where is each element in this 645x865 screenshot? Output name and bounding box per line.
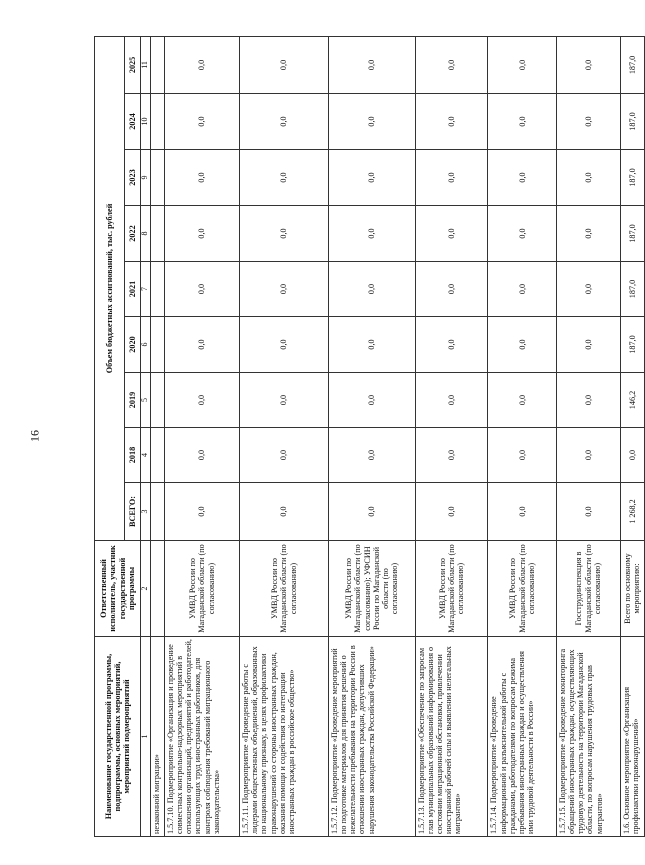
row-value-cell: 0,0 [164, 94, 239, 150]
row-value-cell: 0,0 [556, 262, 620, 317]
row-value-cell: 0,0 [488, 36, 556, 93]
row-value-cell: 0,0 [240, 428, 329, 483]
index-row [141, 36, 151, 836]
row-value-cell: 0,0 [240, 262, 329, 317]
index-cell: 7 [141, 262, 151, 317]
table-row [240, 36, 329, 836]
row-value-cell: 0,0 [328, 483, 415, 541]
header-total: ВСЕГО: [125, 483, 141, 541]
row-value-cell: 0,0 [556, 150, 620, 206]
row-value-cell: 0,0 [488, 262, 556, 317]
index-cell: 4 [141, 428, 151, 483]
row-value-cell: 187,0 [620, 262, 644, 317]
row-value-cell: 0,0 [164, 262, 239, 317]
index-cell: 1 [141, 637, 151, 837]
row-value-cell: 0,0 [488, 428, 556, 483]
row-executor-cell: Госструдинспекция в Магаданской области (по согласованию) [556, 541, 620, 637]
row-value-cell: 0,0 [328, 206, 415, 262]
row-name-cell: 1.5.7.12. Подмероприятие «Проведение мероприятий по подготовке материалов для принятия решений о нежелательности пребывания на территории России в отношении иностранных граждан, допустивших нарушения законодательства Российской Федерации» [328, 637, 415, 837]
header-executor: Ответственный исполнитель, участник государственной программы [95, 541, 141, 637]
row-value-cell: 0,0 [415, 206, 488, 262]
page-number: 16 [27, 430, 42, 442]
table-row [488, 36, 556, 836]
row-value-cell: 0,0 [488, 94, 556, 150]
row-name-cell: 1.6. Основное мероприятие «Организация профилактики правонарушений» [620, 637, 644, 837]
table-row [415, 36, 488, 836]
row-value-cell [151, 262, 165, 317]
row-value-cell: 0,0 [328, 36, 415, 93]
row-executor-cell: УМВД России по Магаданской области (по согласованию) [488, 541, 556, 637]
index-cell: 6 [141, 317, 151, 373]
row-value-cell: 0,0 [415, 428, 488, 483]
header-year: 2025 [125, 36, 141, 93]
row-value-cell: 187,0 [620, 150, 644, 206]
row-value-cell: 0,0 [164, 36, 239, 93]
row-name-cell: 1.5.7.11. Подмероприятие «Проведение работы с лидерами общественных объединений, образованных по национальному признаку, в целях профилактики правонарушений со стороны иностранных граждан, оказания помощи и содействия по интеграции иностранных граждан в российское общество» [240, 637, 329, 837]
row-value-cell: 0,0 [488, 373, 556, 428]
row-value-cell: 0,0 [556, 373, 620, 428]
row-value-cell: 0,0 [556, 36, 620, 93]
header-year: 2022 [125, 206, 141, 262]
row-value-cell: 0,0 [328, 373, 415, 428]
row-value-cell: 0,0 [556, 428, 620, 483]
header-name: Наименование государственной программы, подпрограммы, основных мероприятий, мероприятий подмероприятий [95, 637, 141, 837]
row-value-cell: 0,0 [488, 150, 556, 206]
row-value-cell: 187,0 [620, 206, 644, 262]
row-value-cell [151, 483, 165, 541]
row-executor-cell: УМВД России по Магаданской области (по согласованию) [240, 541, 329, 637]
row-value-cell: 0,0 [415, 317, 488, 373]
row-value-cell [151, 428, 165, 483]
row-value-cell: 0,0 [620, 428, 644, 483]
index-cell: 11 [141, 36, 151, 93]
row-value-cell [151, 317, 165, 373]
row-value-cell: 0,0 [240, 94, 329, 150]
row-value-cell: 0,0 [556, 483, 620, 541]
row-value-cell: 0,0 [488, 483, 556, 541]
row-executor-cell [151, 541, 165, 637]
row-value-cell: 0,0 [556, 317, 620, 373]
row-value-cell: 0,0 [240, 150, 329, 206]
table-row [620, 36, 644, 836]
row-value-cell: 0,0 [415, 373, 488, 428]
row-value-cell: 0,0 [328, 428, 415, 483]
row-value-cell: 0,0 [328, 94, 415, 150]
index-cell: 3 [141, 483, 151, 541]
row-name-cell: 1.5.7.10. Подмероприятие «Организация и проведение совместных контрольно-надзорных мероприятий в отношении организаций, предприятий и работодателей, использующих труд иностранных работников, для контроля соблюдения требований миграционного законодательства» [164, 637, 239, 837]
index-cell: 10 [141, 94, 151, 150]
header-year: 2018 [125, 428, 141, 483]
row-value-cell: 146,2 [620, 373, 644, 428]
rotated-table-container [94, 37, 645, 837]
row-value-cell [151, 94, 165, 150]
row-value-cell: 0,0 [164, 483, 239, 541]
row-value-cell: 187,0 [620, 36, 644, 93]
row-value-cell: 0,0 [415, 150, 488, 206]
row-name-cell: незаконной миграции» [151, 637, 165, 837]
row-executor-cell: Всего по основному мероприятию: [620, 541, 644, 637]
table-row [556, 36, 620, 836]
row-value-cell: 0,0 [556, 94, 620, 150]
row-value-cell: 0,0 [556, 206, 620, 262]
row-value-cell [151, 206, 165, 262]
row-value-cell: 0,0 [164, 206, 239, 262]
row-value-cell: 187,0 [620, 317, 644, 373]
row-value-cell: 0,0 [164, 150, 239, 206]
header-year: 2024 [125, 94, 141, 150]
row-value-cell: 0,0 [240, 317, 329, 373]
row-value-cell: 0,0 [328, 317, 415, 373]
row-value-cell [151, 373, 165, 428]
header-year: 2021 [125, 262, 141, 317]
row-value-cell: 0,0 [328, 262, 415, 317]
row-value-cell: 0,0 [488, 317, 556, 373]
row-value-cell: 0,0 [240, 483, 329, 541]
index-cell: 5 [141, 373, 151, 428]
row-name-cell: 1.5.7.15. Подмероприятие «Проведение мониторинга обращений иностранных граждан, осуществляющих трудовую деятельность на территории Магаданской области, по вопросам нарушения трудовых прав мигрантов» [556, 637, 620, 837]
row-value-cell: 1 268,2 [620, 483, 644, 541]
header-year: 2020 [125, 317, 141, 373]
table-row [164, 36, 239, 836]
row-value-cell: 0,0 [415, 94, 488, 150]
header-year: 2019 [125, 373, 141, 428]
row-name-cell: 1.5.7.13. Подмероприятие «Обеспечение по запросам глав муниципальных образований информирования о состоянии миграционной обстановки, привлечении иностранной рабочей силы и выявлении нелегальных мигрантов» [415, 637, 488, 837]
row-executor-cell: УМВД России по Магаданской области (по согласованию); УФСИН России по Магаданской области (по согласованию) [328, 541, 415, 637]
table-row [151, 36, 165, 836]
header-budget: Объем бюджетных ассигнований, тыс. рублей [95, 36, 125, 540]
row-value-cell: 0,0 [164, 317, 239, 373]
index-cell: 9 [141, 150, 151, 206]
row-value-cell [151, 150, 165, 206]
row-value-cell: 0,0 [240, 206, 329, 262]
row-value-cell: 0,0 [415, 483, 488, 541]
row-name-cell: 1.5.7.14. Подмероприятие «Проведение информационной и разъяснительной работы с гражданами, работодателями по вопросам режима пребывания иностранных граждан и осуществления ими трудовой деятельности в России» [488, 637, 556, 837]
row-value-cell: 0,0 [164, 428, 239, 483]
row-value-cell: 0,0 [415, 262, 488, 317]
row-value-cell [151, 36, 165, 93]
row-value-cell: 0,0 [164, 373, 239, 428]
row-value-cell: 0,0 [488, 206, 556, 262]
row-value-cell: 187,0 [620, 94, 644, 150]
row-value-cell: 0,0 [240, 373, 329, 428]
table-row [328, 36, 415, 836]
budget-table [94, 36, 645, 837]
index-cell: 2 [141, 541, 151, 637]
row-executor-cell: УМВД России по Магаданской области (по согласованию) [415, 541, 488, 637]
row-value-cell: 0,0 [415, 36, 488, 93]
index-cell: 8 [141, 206, 151, 262]
table-body [151, 36, 645, 836]
row-executor-cell: УМВД России по Магаданской области (по согласованию) [164, 541, 239, 637]
header-year: 2023 [125, 150, 141, 206]
row-value-cell: 0,0 [240, 36, 329, 93]
row-value-cell: 0,0 [328, 150, 415, 206]
